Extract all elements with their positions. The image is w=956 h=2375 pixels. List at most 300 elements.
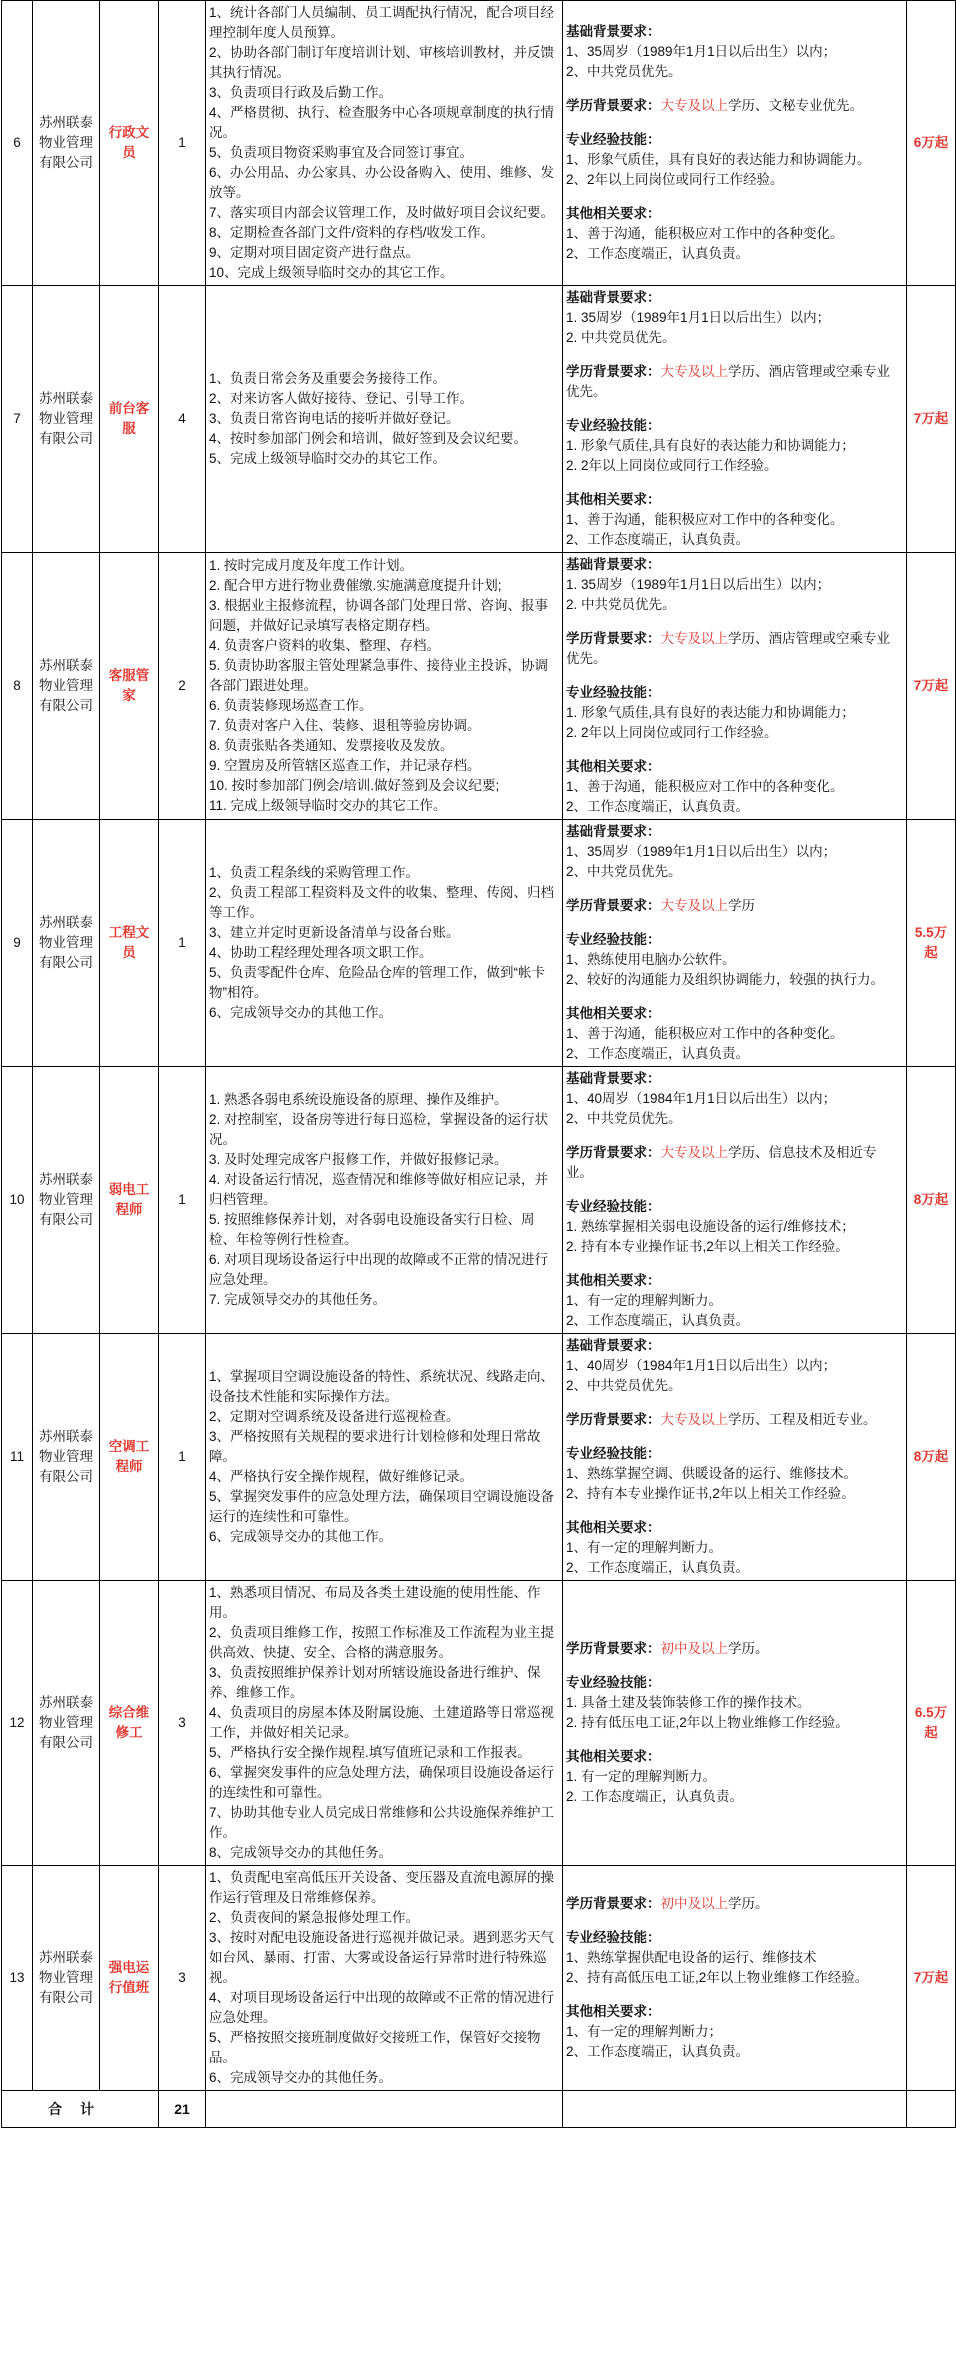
requirement-line bbox=[566, 1928, 903, 1948]
position-cell: 空调工程师 bbox=[100, 1334, 159, 1581]
requirement-line bbox=[566, 1787, 903, 1807]
requirement-text: 学历、工程及相近专业。 bbox=[728, 1412, 877, 1427]
duty-line: 2. 配合甲方进行物业费催缴.实施满意度提升计划; bbox=[209, 578, 502, 593]
count-cell: 1 bbox=[159, 820, 206, 1067]
requirement-text: 学历。 bbox=[728, 1641, 769, 1656]
duty-line: 10. 按时参加部门例会/培训.做好签到及会议纪要; bbox=[209, 778, 500, 793]
requirement-text: 2、2年以上同岗位或同行工作经验。 bbox=[566, 172, 784, 187]
requirement-text: 2. 持有本专业操作证书,2年以上相关工作经验。 bbox=[566, 1239, 849, 1254]
requirement-line bbox=[566, 2022, 903, 2042]
requirement-line bbox=[566, 1237, 903, 1257]
requirement-line bbox=[566, 1271, 903, 1291]
requirement-line bbox=[566, 2002, 903, 2022]
requirement-text: 1. 形象气质佳,具有良好的表达能力和协调能力； bbox=[566, 705, 855, 720]
requirement-line bbox=[566, 362, 903, 402]
count-cell: 3 bbox=[159, 1581, 206, 1866]
requirement-line bbox=[566, 1410, 903, 1430]
requirement-text: 1、善于沟通，能积极应对工作中的各种变化。 bbox=[566, 512, 844, 527]
requirement-text: 1、形象气质佳，具有良好的表达能力和协调能力。 bbox=[566, 152, 871, 167]
row-number-cell: 6 bbox=[2, 1, 33, 286]
company-cell: 苏州联泰物业管理有限公司 bbox=[33, 1581, 100, 1866]
requirement-line bbox=[566, 436, 903, 456]
requirement-section-title: 学历背景要求： bbox=[566, 1641, 661, 1656]
requirement-line bbox=[566, 1197, 903, 1217]
requirement-section-title: 专业经验技能： bbox=[566, 932, 661, 947]
count-cell: 1 bbox=[159, 1334, 206, 1581]
requirement-section-title: 基础背景要求： bbox=[566, 290, 661, 305]
total-count: 21 bbox=[159, 2091, 206, 2128]
requirement-spacer bbox=[566, 402, 903, 416]
requirement-section-title: 其他相关要求： bbox=[566, 492, 661, 507]
duty-line: 1、负责日常会务及重要会务接待工作。 bbox=[209, 371, 447, 386]
count-cell: 4 bbox=[159, 286, 206, 553]
requirement-line bbox=[566, 22, 903, 42]
requirement-text: 1、熟练掌握空调、供暖设备的运行、维修技术。 bbox=[566, 1466, 858, 1481]
duty-line: 6、完成领导交办的其他工作。 bbox=[209, 1005, 393, 1020]
requirement-section-title: 基础背景要求： bbox=[566, 1071, 661, 1086]
duties-cell bbox=[206, 820, 563, 1067]
requirement-line bbox=[566, 723, 903, 743]
requirement-section-title: 专业经验技能： bbox=[566, 418, 661, 433]
requirement-text: 大专及以上 bbox=[660, 898, 728, 913]
job-row bbox=[2, 820, 956, 1067]
duty-line: 10、完成上级领导临时交办的其它工作。 bbox=[209, 265, 454, 280]
requirement-text: 大专及以上 bbox=[660, 364, 728, 379]
requirement-line bbox=[566, 416, 903, 436]
requirement-spacer bbox=[566, 82, 903, 96]
company-cell: 苏州联泰物业管理有限公司 bbox=[33, 553, 100, 820]
requirement-text: 1、善于沟通，能积极应对工作中的各种变化。 bbox=[566, 226, 844, 241]
requirement-line bbox=[566, 328, 903, 348]
requirement-text: 2、中共党员优先。 bbox=[566, 864, 682, 879]
requirement-line bbox=[566, 1336, 903, 1356]
requirement-text: 2、较好的沟通能力及组织协调能力，较强的执行力。 bbox=[566, 972, 885, 987]
requirement-line bbox=[566, 1518, 903, 1538]
requirement-line bbox=[566, 629, 903, 669]
duty-line: 5. 负责协助客服主管处理紧急事件、接待业主投诉，协调各部门跟进处理。 bbox=[209, 658, 549, 693]
requirement-line bbox=[566, 308, 903, 328]
duty-line: 5、严格执行安全操作规程.填写值班记录和工作报表。 bbox=[209, 1745, 531, 1760]
requirement-line bbox=[566, 1069, 903, 1089]
requirement-section-title: 其他相关要求： bbox=[566, 1006, 661, 1021]
requirement-line bbox=[566, 822, 903, 842]
position-cell: 强电运行值班 bbox=[100, 1866, 159, 2091]
requirement-text: 学历、酒店管理或空乘专业优先。 bbox=[566, 364, 890, 399]
requirement-line bbox=[566, 1968, 903, 1988]
requirements-cell bbox=[563, 286, 907, 553]
duty-line: 1. 按时完成月度及年度工作计划。 bbox=[209, 558, 414, 573]
requirement-text: 1. 熟练掌握相关弱电设施设备的运行/维修技术； bbox=[566, 1219, 855, 1234]
duties-cell bbox=[206, 553, 563, 820]
duty-line: 1、负责工程条线的采购管理工作。 bbox=[209, 865, 420, 880]
requirement-section-title: 其他相关要求： bbox=[566, 1749, 661, 1764]
duty-line: 3、建立并定时更新设备清单与设备台账。 bbox=[209, 925, 460, 940]
requirement-line bbox=[566, 1948, 903, 1968]
requirement-text: 2、工作态度端正，认真负责。 bbox=[566, 532, 750, 547]
requirement-spacer bbox=[566, 882, 903, 896]
duty-line: 6. 负责装修现场巡查工作。 bbox=[209, 698, 373, 713]
requirement-section-title: 专业经验技能： bbox=[566, 685, 661, 700]
requirement-text: 1、35周岁（1989年1月1日以后出生）以内； bbox=[566, 44, 837, 59]
requirement-text: 1、35周岁（1989年1月1日以后出生）以内； bbox=[566, 844, 837, 859]
duty-line: 9. 空置房及所管辖区巡查工作，并记录存档。 bbox=[209, 758, 481, 773]
duty-line: 2、对来访客人做好接待、登记、引导工作。 bbox=[209, 391, 474, 406]
position-cell: 弱电工程师 bbox=[100, 1067, 159, 1334]
requirement-text: 2、工作态度端正，认真负责。 bbox=[566, 1046, 750, 1061]
salary-cell: 8万起 bbox=[907, 1334, 956, 1581]
position-cell: 前台客服 bbox=[100, 286, 159, 553]
duties-cell bbox=[206, 1581, 563, 1866]
position-cell: 工程文员 bbox=[100, 820, 159, 1067]
requirement-text: 2、中共党员优先。 bbox=[566, 1111, 682, 1126]
requirement-line bbox=[566, 1024, 903, 1044]
duty-line: 3、严格按照有关规程的要求进行计划检修和处理日常故障。 bbox=[209, 1429, 541, 1464]
requirements-cell bbox=[563, 1866, 907, 2091]
requirement-text: 学历、文秘专业优先。 bbox=[728, 98, 863, 113]
requirement-text: 大专及以上 bbox=[660, 1412, 728, 1427]
job-row bbox=[2, 1, 956, 286]
requirement-text: 1、40周岁（1984年1月1日以后出生）以内； bbox=[566, 1358, 837, 1373]
requirement-section-title: 专业经验技能： bbox=[566, 1199, 661, 1214]
duty-line: 4、协助工程经理处理各项文职工作。 bbox=[209, 945, 433, 960]
job-table-footer bbox=[2, 2091, 956, 2128]
duty-line: 4、严格贯彻、执行、检查服务中心各项规章制度的执行情况。 bbox=[209, 105, 555, 140]
duty-line: 6、办公用品、办公家具、办公设备购入、使用、维修、发放等。 bbox=[209, 165, 555, 200]
requirement-text: 2、中共党员优先。 bbox=[566, 1378, 682, 1393]
requirement-text: 1. 35周岁（1989年1月1日以后出生）以内； bbox=[566, 310, 831, 325]
salary-cell: 6万起 bbox=[907, 1, 956, 286]
requirement-line bbox=[566, 150, 903, 170]
requirement-line bbox=[566, 204, 903, 224]
duty-line: 4. 负责客户资料的收集、整理、存档。 bbox=[209, 638, 441, 653]
job-row bbox=[2, 553, 956, 820]
requirement-line bbox=[566, 777, 903, 797]
requirement-line bbox=[566, 970, 903, 990]
requirement-line bbox=[566, 1464, 903, 1484]
company-cell: 苏州联泰物业管理有限公司 bbox=[33, 1067, 100, 1334]
count-cell: 1 bbox=[159, 1067, 206, 1334]
requirement-text: 2. 持有低压电工证,2年以上物业维修工作经验。 bbox=[566, 1715, 849, 1730]
duty-line: 6. 对项目现场设备运行中出现的故障或不正常的情况进行应急处理。 bbox=[209, 1252, 549, 1287]
requirement-spacer bbox=[566, 916, 903, 930]
duty-line: 3、负责按照维护保养计划对所辖设施设备进行维护、保养、维修工作。 bbox=[209, 1665, 541, 1700]
requirement-line bbox=[566, 930, 903, 950]
duty-line: 4、负责项目的房屋本体及附属设施、土建道路等日常巡视工作，并做好相关记录。 bbox=[209, 1705, 555, 1740]
job-table-body bbox=[2, 1, 956, 2091]
duty-line: 3、负责日常咨询电话的接听并做好登记。 bbox=[209, 411, 460, 426]
duty-line: 6、掌握突发事件的应急处理方法，确保项目设施设备运行的连续性和可靠性。 bbox=[209, 1765, 555, 1800]
requirement-text: 2、工作态度端正，认真负责。 bbox=[566, 1560, 750, 1575]
requirement-section-title: 学历背景要求： bbox=[566, 631, 661, 646]
requirement-text: 2、持有高低压电工证,2年以上物业维修工作经验。 bbox=[566, 1970, 869, 1985]
requirement-line bbox=[566, 1693, 903, 1713]
requirement-line bbox=[566, 1558, 903, 1578]
requirement-line bbox=[566, 1894, 903, 1914]
duty-line: 5、负责项目物资采购事宜及合同签订事宜。 bbox=[209, 145, 474, 160]
requirement-line bbox=[566, 2042, 903, 2062]
requirement-line bbox=[566, 683, 903, 703]
requirement-text: 学历、信息技术及相近专业。 bbox=[566, 1145, 877, 1180]
requirement-text: 学历 bbox=[728, 898, 755, 913]
salary-cell: 7万起 bbox=[907, 286, 956, 553]
requirement-text: 1、有一定的理解判断力。 bbox=[566, 1540, 723, 1555]
duty-line: 3、负责项目行政及后勤工作。 bbox=[209, 85, 393, 100]
requirement-text: 1. 形象气质佳,具有良好的表达能力和协调能力； bbox=[566, 438, 855, 453]
duty-line: 2、定期对空调系统及设备进行巡视检查。 bbox=[209, 1409, 460, 1424]
job-row bbox=[2, 1334, 956, 1581]
company-cell: 苏州联泰物业管理有限公司 bbox=[33, 820, 100, 1067]
requirement-spacer bbox=[566, 190, 903, 204]
requirement-text: 2. 中共党员优先。 bbox=[566, 330, 676, 345]
total-label: 合计 bbox=[2, 2091, 159, 2128]
duty-line: 7、落实项目内部会议管理工作，及时做好项目会议纪要。 bbox=[209, 205, 555, 220]
requirement-spacer bbox=[566, 1396, 903, 1410]
requirement-text: 1. 有一定的理解判断力。 bbox=[566, 1769, 717, 1784]
requirement-text: 2. 工作态度端正，认真负责。 bbox=[566, 1789, 744, 1804]
duty-line: 11. 完成上级领导临时交办的其它工作。 bbox=[209, 798, 447, 813]
requirement-line bbox=[566, 130, 903, 150]
requirement-section-title: 其他相关要求： bbox=[566, 1520, 661, 1535]
requirement-spacer bbox=[566, 669, 903, 683]
position-cell: 行政文员 bbox=[100, 1, 159, 286]
requirement-line bbox=[566, 244, 903, 264]
requirement-line bbox=[566, 42, 903, 62]
requirement-line bbox=[566, 1747, 903, 1767]
count-cell: 1 bbox=[159, 1, 206, 286]
job-row bbox=[2, 1866, 956, 2091]
requirement-line bbox=[566, 456, 903, 476]
job-row bbox=[2, 1067, 956, 1334]
row-number-cell: 11 bbox=[2, 1334, 33, 1581]
duty-line: 3. 根据业主报修流程，协调各部门处理日常、咨询、报事问题，并做好记录填写表格定期存档。 bbox=[209, 598, 549, 633]
requirement-text: 1、有一定的理解判断力。 bbox=[566, 1293, 723, 1308]
requirement-line bbox=[566, 555, 903, 575]
requirement-section-title: 学历背景要求： bbox=[566, 98, 661, 113]
requirement-text: 大专及以上 bbox=[660, 98, 728, 113]
requirements-cell bbox=[563, 820, 907, 1067]
requirement-spacer bbox=[566, 1183, 903, 1197]
requirement-line bbox=[566, 1484, 903, 1504]
requirement-text: 2、工作态度端正，认真负责。 bbox=[566, 799, 750, 814]
requirement-text: 2、中共党员优先。 bbox=[566, 64, 682, 79]
requirement-line bbox=[566, 1217, 903, 1237]
duty-line: 7、协助其他专业人员完成日常维修和公共设施保养维护工作。 bbox=[209, 1805, 555, 1840]
requirement-text: 学历、酒店管理或空乘专业优先。 bbox=[566, 631, 890, 666]
row-number-cell: 8 bbox=[2, 553, 33, 820]
requirement-text: 1、有一定的理解判断力； bbox=[566, 2024, 723, 2039]
total-salary-empty-cell bbox=[907, 2091, 956, 2128]
duty-line: 5. 按照维修保养计划，对各弱电设施设备实行日检、周检、年检等例行性检查。 bbox=[209, 1212, 535, 1247]
requirements-cell bbox=[563, 1581, 907, 1866]
requirement-text: 1. 35周岁（1989年1月1日以后出生）以内； bbox=[566, 577, 831, 592]
duty-line: 6、完成领导交办的其他工作。 bbox=[209, 1529, 393, 1544]
duties-cell bbox=[206, 1866, 563, 2091]
requirement-text: 2. 中共党员优先。 bbox=[566, 597, 676, 612]
total-duties-empty-cell bbox=[206, 2091, 563, 2128]
requirement-spacer bbox=[566, 1988, 903, 2002]
requirement-section-title: 基础背景要求： bbox=[566, 557, 661, 572]
requirement-line bbox=[566, 530, 903, 550]
salary-cell: 5.5万起 bbox=[907, 820, 956, 1067]
count-cell: 3 bbox=[159, 1866, 206, 2091]
company-cell: 苏州联泰物业管理有限公司 bbox=[33, 1866, 100, 2091]
requirement-spacer bbox=[566, 1257, 903, 1271]
requirement-line bbox=[566, 595, 903, 615]
salary-cell: 8万起 bbox=[907, 1067, 956, 1334]
requirement-section-title: 基础背景要求： bbox=[566, 824, 661, 839]
duty-line: 4、按时参加部门例会和培训，做好签到及会议纪要。 bbox=[209, 431, 528, 446]
requirement-line bbox=[566, 1538, 903, 1558]
duty-line: 5、严格按照交接班制度做好交接班工作，保管好交接物品。 bbox=[209, 2030, 541, 2065]
duty-line: 7. 负责对客户入住、装修、退租等验房协调。 bbox=[209, 718, 481, 733]
requirement-line bbox=[566, 1311, 903, 1331]
requirement-text: 1、善于沟通，能积极应对工作中的各种变化。 bbox=[566, 779, 844, 794]
requirement-line bbox=[566, 950, 903, 970]
requirement-line bbox=[566, 1639, 903, 1659]
duty-line: 8. 负责张贴各类通知、发票接收及发放。 bbox=[209, 738, 454, 753]
position-cell: 客服管家 bbox=[100, 553, 159, 820]
duty-line: 9、定期对项目固定资产进行盘点。 bbox=[209, 245, 420, 260]
duties-cell bbox=[206, 1334, 563, 1581]
duty-line: 2、负责夜间的紧急报修处理工作。 bbox=[209, 1910, 420, 1925]
requirement-line bbox=[566, 62, 903, 82]
position-cell: 综合维修工 bbox=[100, 1581, 159, 1866]
requirement-line bbox=[566, 288, 903, 308]
total-row bbox=[2, 2091, 956, 2128]
count-cell: 2 bbox=[159, 553, 206, 820]
requirement-line bbox=[566, 842, 903, 862]
requirements-cell bbox=[563, 553, 907, 820]
duty-line: 5、掌握突发事件的应急处理方法，确保项目空调设施设备运行的连续性和可靠性。 bbox=[209, 1489, 555, 1524]
requirement-section-title: 学历背景要求： bbox=[566, 1896, 661, 1911]
requirement-section-title: 其他相关要求： bbox=[566, 1273, 661, 1288]
requirement-line bbox=[566, 96, 903, 116]
duty-line: 5、负责零配件仓库、危险品仓库的管理工作，做到“帐卡物”相符。 bbox=[209, 965, 546, 1000]
requirement-section-title: 其他相关要求： bbox=[566, 2004, 661, 2019]
requirement-section-title: 基础背景要求： bbox=[566, 24, 661, 39]
salary-cell: 6.5万起 bbox=[907, 1581, 956, 1866]
duty-line: 5、完成上级领导临时交办的其它工作。 bbox=[209, 451, 447, 466]
duty-line: 2、负责工程部工程资料及文件的收集、整理、传阅、归档等工作。 bbox=[209, 885, 555, 920]
requirement-spacer bbox=[566, 116, 903, 130]
requirements-cell bbox=[563, 1, 907, 286]
requirement-spacer bbox=[566, 1914, 903, 1928]
requirement-text: 2. 2年以上同岗位或同行工作经验。 bbox=[566, 725, 778, 740]
duty-line: 4、对项目现场设备运行中出现的故障或不正常的情况进行应急处理。 bbox=[209, 1990, 555, 2025]
requirement-text: 初中及以上 bbox=[660, 1896, 728, 1911]
requirement-line bbox=[566, 1444, 903, 1464]
requirement-line bbox=[566, 1109, 903, 1129]
requirement-text: 大专及以上 bbox=[660, 1145, 728, 1160]
requirement-spacer bbox=[566, 1504, 903, 1518]
requirement-spacer bbox=[566, 1733, 903, 1747]
duties-cell bbox=[206, 1, 563, 286]
requirement-line bbox=[566, 1767, 903, 1787]
row-number-cell: 10 bbox=[2, 1067, 33, 1334]
duty-line: 3、按时对配电设施设备进行巡视并做记录。遇到恶劣天气如台风、暴雨、打雷、大雾或设备运行异常时进行特殊巡视。 bbox=[209, 1930, 555, 1985]
duty-line: 3. 及时处理完成客户报修工作，并做好报修记录。 bbox=[209, 1152, 508, 1167]
row-number-cell: 7 bbox=[2, 286, 33, 553]
row-number-cell: 13 bbox=[2, 1866, 33, 2091]
row-number-cell: 12 bbox=[2, 1581, 33, 1866]
duty-line: 7. 完成领导交办的其他任务。 bbox=[209, 1292, 387, 1307]
requirement-line bbox=[566, 224, 903, 244]
requirement-text: 学历。 bbox=[728, 1896, 769, 1911]
duty-line: 1、掌握项目空调设施设备的特性、系统状况、线路走向、设备技术性能和实际操作方法。 bbox=[209, 1369, 555, 1404]
duty-line: 2、负责项目维修工作，按照工作标准及工作流程为业主提供高效、快捷、安全、合格的满意服务。 bbox=[209, 1625, 555, 1660]
requirement-line bbox=[566, 1089, 903, 1109]
requirement-line bbox=[566, 1004, 903, 1024]
requirement-section-title: 学历背景要求： bbox=[566, 364, 661, 379]
requirement-line bbox=[566, 862, 903, 882]
requirement-text: 2、持有本专业操作证书,2年以上相关工作经验。 bbox=[566, 1486, 855, 1501]
company-cell: 苏州联泰物业管理有限公司 bbox=[33, 1334, 100, 1581]
requirement-text: 2、工作态度端正，认真负责。 bbox=[566, 2044, 750, 2059]
total-requirements-empty-cell bbox=[563, 2091, 907, 2128]
requirement-line bbox=[566, 510, 903, 530]
job-table bbox=[1, 0, 956, 2128]
requirement-spacer bbox=[566, 1659, 903, 1673]
duty-line: 8、完成领导交办的其他任务。 bbox=[209, 1845, 393, 1860]
requirement-text: 1. 具备土建及装饰装修工作的操作技术。 bbox=[566, 1695, 811, 1710]
duties-cell bbox=[206, 286, 563, 553]
duty-line: 2、协助各部门制订年度培训计划、审核培训教材，并反馈其执行情况。 bbox=[209, 45, 555, 80]
duty-line: 6、完成领导交办的其他任务。 bbox=[209, 2070, 393, 2085]
requirement-line bbox=[566, 490, 903, 510]
requirement-line bbox=[566, 1143, 903, 1183]
requirement-text: 初中及以上 bbox=[660, 1641, 728, 1656]
duty-line: 2. 对控制室，设备房等进行每日巡检，掌握设备的运行状况。 bbox=[209, 1112, 549, 1147]
company-cell: 苏州联泰物业管理有限公司 bbox=[33, 286, 100, 553]
requirement-spacer bbox=[566, 615, 903, 629]
requirement-spacer bbox=[566, 1430, 903, 1444]
requirement-line bbox=[566, 896, 903, 916]
salary-cell: 7万起 bbox=[907, 553, 956, 820]
duty-line: 1、负责配电室高低压开关设备、变压器及直流电源屏的操作运行管理及日常维修保养。 bbox=[209, 1870, 555, 1905]
requirement-text: 大专及以上 bbox=[660, 631, 728, 646]
requirement-line bbox=[566, 1713, 903, 1733]
requirement-section-title: 基础背景要求： bbox=[566, 1338, 661, 1353]
requirement-line bbox=[566, 575, 903, 595]
requirement-line bbox=[566, 1673, 903, 1693]
duty-line: 1、统计各部门人员编制、员工调配执行情况，配合项目经理控制年度人员预算。 bbox=[209, 5, 555, 40]
duty-line: 1、熟悉项目情况、布局及各类土建设施的使用性能、作用。 bbox=[209, 1585, 541, 1620]
requirement-section-title: 专业经验技能： bbox=[566, 1675, 661, 1690]
requirement-section-title: 学历背景要求： bbox=[566, 1145, 661, 1160]
row-number-cell: 9 bbox=[2, 820, 33, 1067]
duty-line: 4、严格执行安全操作规程，做好维修记录。 bbox=[209, 1469, 474, 1484]
company-cell: 苏州联泰物业管理有限公司 bbox=[33, 1, 100, 286]
requirement-spacer bbox=[566, 743, 903, 757]
duties-cell bbox=[206, 1067, 563, 1334]
requirement-spacer bbox=[566, 1129, 903, 1143]
job-row bbox=[2, 1581, 956, 1866]
requirement-text: 1、善于沟通，能积极应对工作中的各种变化。 bbox=[566, 1026, 844, 1041]
requirement-spacer bbox=[566, 990, 903, 1004]
requirement-line bbox=[566, 797, 903, 817]
requirement-text: 2. 2年以上同岗位或同行工作经验。 bbox=[566, 458, 778, 473]
requirement-text: 2、工作态度端正，认真负责。 bbox=[566, 246, 750, 261]
requirement-text: 1、熟练掌握供配电设备的运行、维修技术 bbox=[566, 1950, 817, 1965]
requirement-text: 1、熟练使用电脑办公软件。 bbox=[566, 952, 736, 967]
requirement-spacer bbox=[566, 348, 903, 362]
job-row bbox=[2, 286, 956, 553]
requirement-text: 1、40周岁（1984年1月1日以后出生）以内； bbox=[566, 1091, 837, 1106]
requirement-section-title: 学历背景要求： bbox=[566, 1412, 661, 1427]
requirement-line bbox=[566, 703, 903, 723]
duty-line: 4. 对设备运行情况，巡查情况和维修等做好相应记录，并归档管理。 bbox=[209, 1172, 549, 1207]
requirement-section-title: 专业经验技能： bbox=[566, 1446, 661, 1461]
